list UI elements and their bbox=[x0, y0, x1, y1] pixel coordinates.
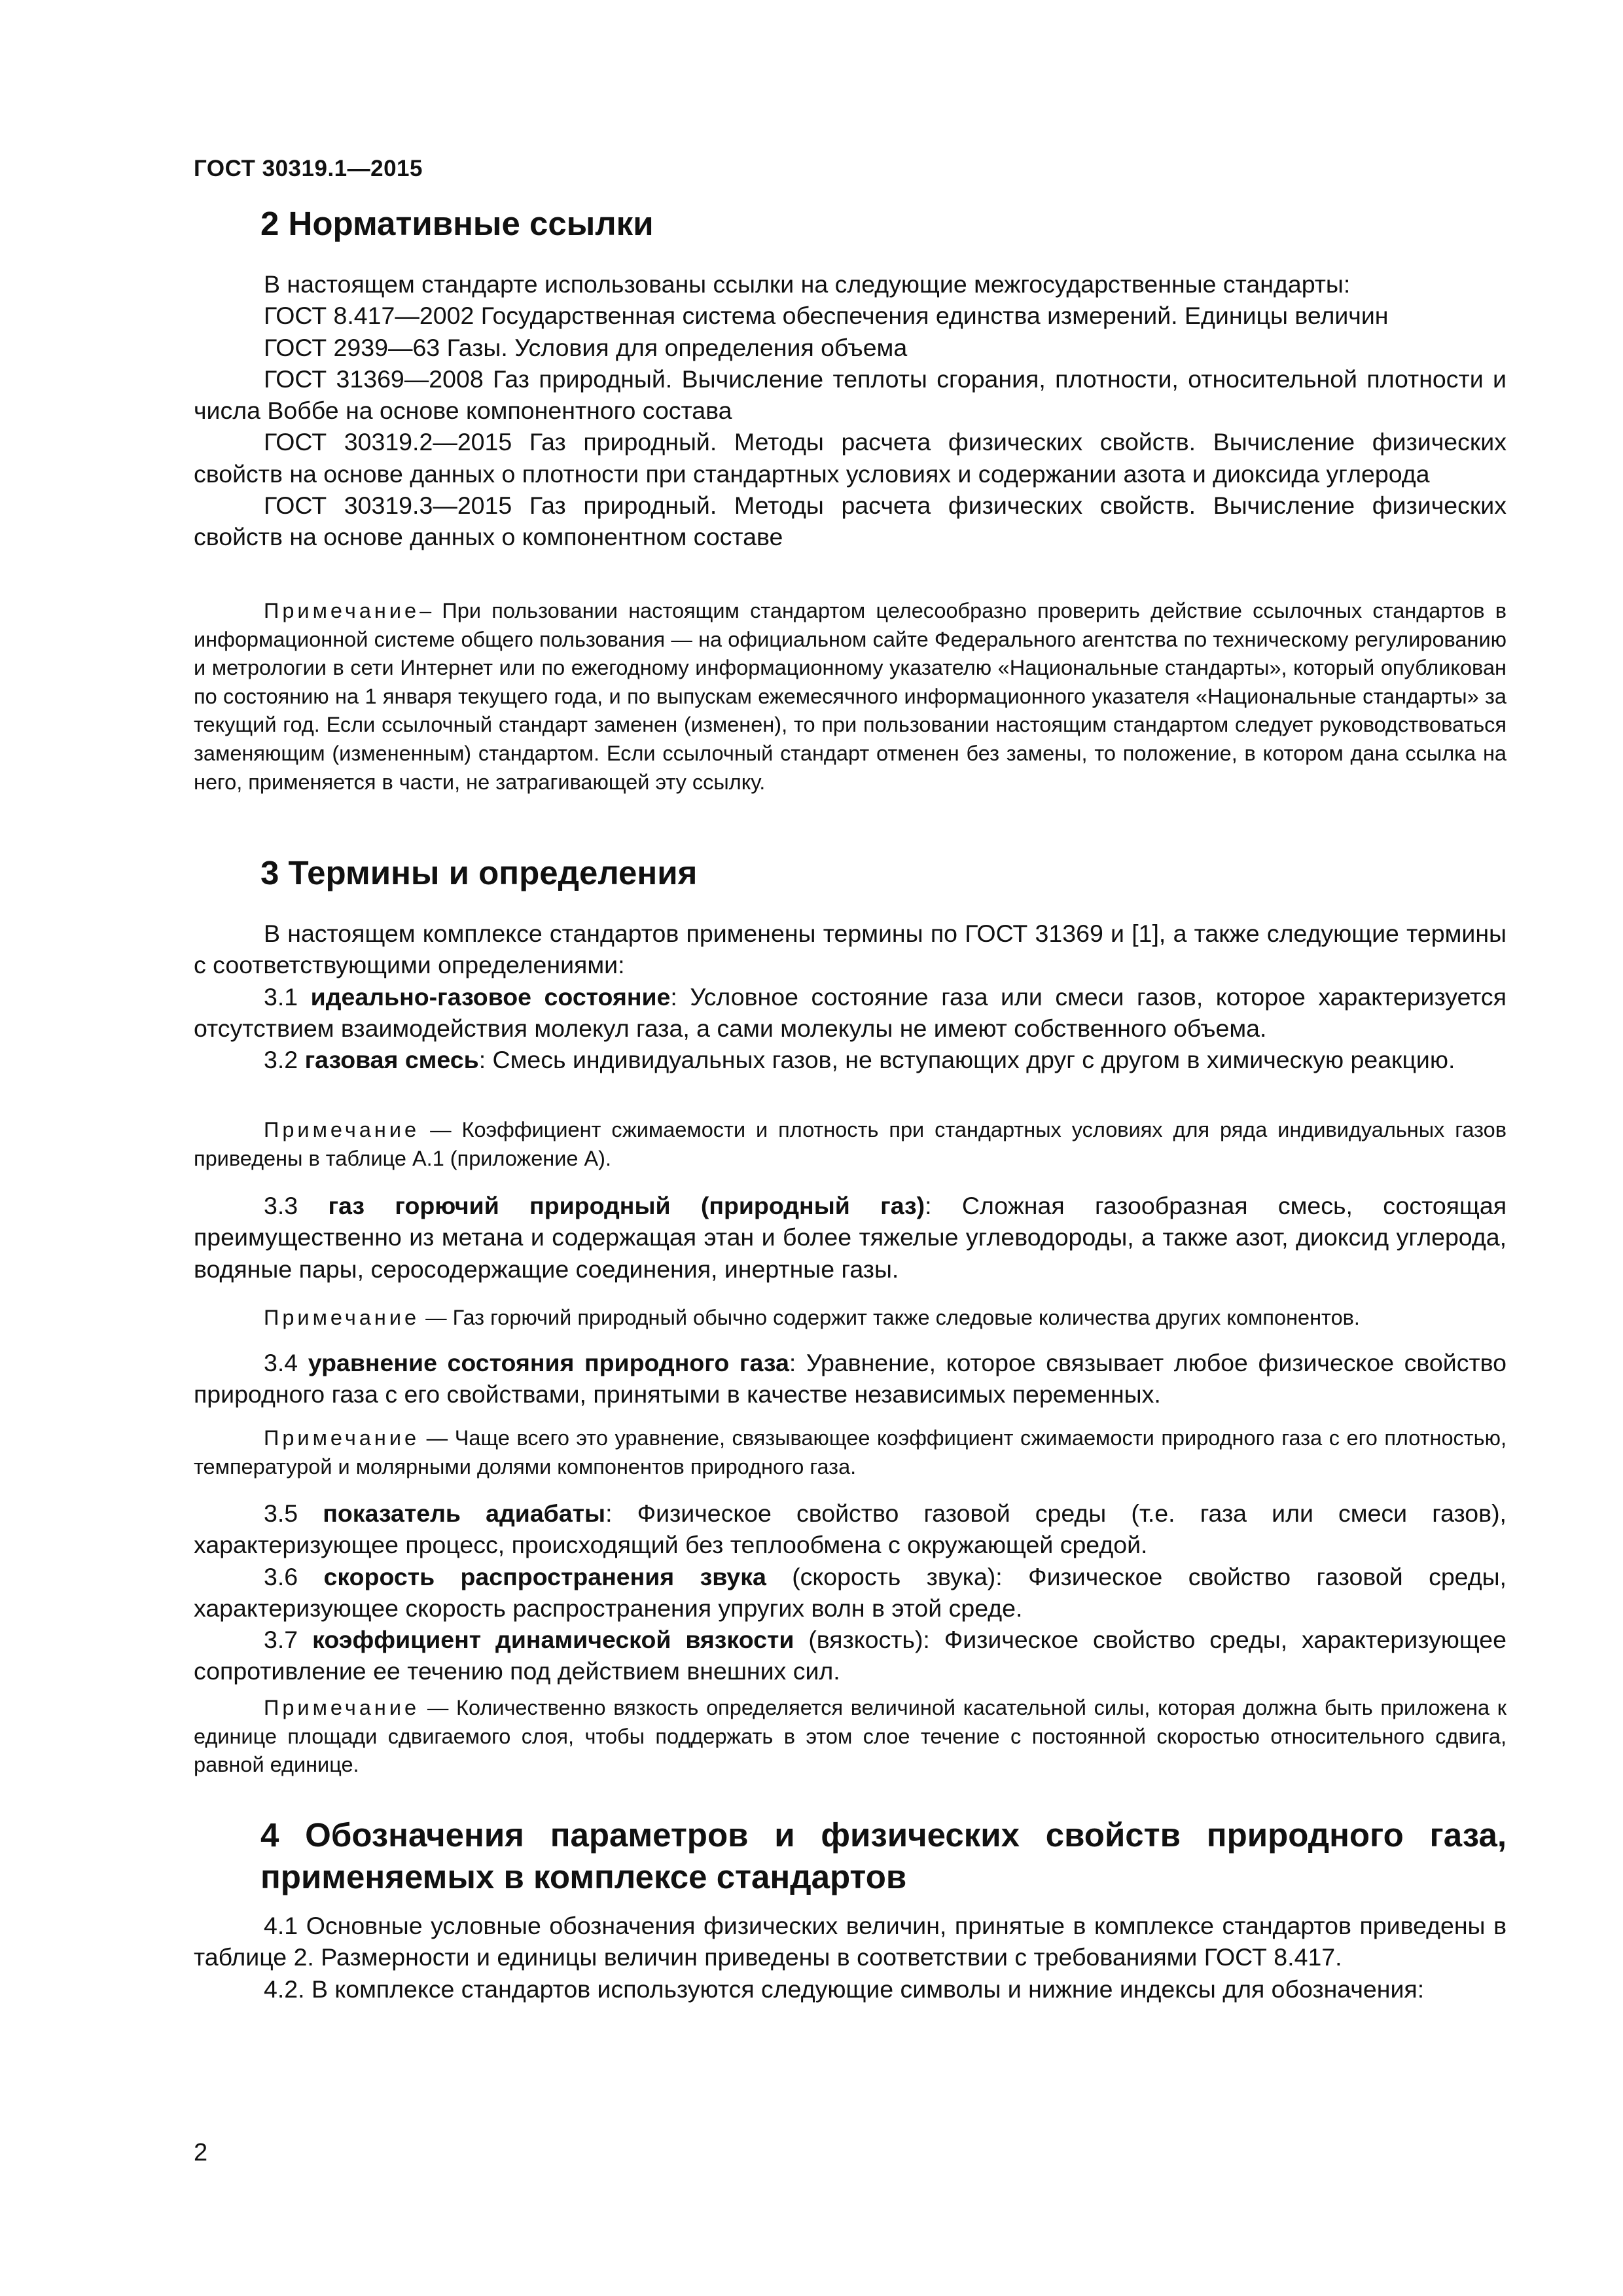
term-number: 3.4 bbox=[264, 1349, 308, 1376]
term-name: газ горючий природный (природный газ) bbox=[328, 1192, 925, 1219]
term-definition: (вязкость): Физическое свойство среды, характеризующее сопротивление ее течению под действием внешних сил. bbox=[194, 1626, 1507, 1685]
paragraph-4-1: 4.1 Основные условные обозначения физических величин, принятые в комплексе стандартов приведены в таблице 2. Размерности и единицы величин приведены в соответствии с требованиями ГОСТ 8.417. bbox=[194, 1912, 1507, 1971]
reference-gost-2939: ГОСТ 2939—63 Газы. Условия для определения объема bbox=[264, 333, 908, 361]
section-3-intro: В настоящем комплексе стандартов применены термины по ГОСТ 31369 и [1], а также следующие термины с соответствующими определениями: bbox=[194, 920, 1507, 979]
note-3-2 bbox=[194, 1116, 1507, 1173]
term-3-2 bbox=[194, 1044, 1507, 1075]
term-3-7 bbox=[194, 1624, 1507, 1687]
section-3-body-a bbox=[194, 918, 1507, 1075]
term-definition: (скорость звука): Физическое свойство газовой среды, характеризующее скорость распространения упругих волн в этой среде. bbox=[194, 1562, 1507, 1622]
page-number: 2 bbox=[194, 2139, 208, 2166]
term-name: коэффициент динамической вязкости bbox=[312, 1626, 794, 1654]
reference-gost-8417: ГОСТ 8.417—2002 Государственная система обеспечения единства измерений. Единицы величин bbox=[264, 302, 1389, 330]
reference-gost-31369: ГОСТ 31369—2008 Газ природный. Вычисление теплоты сгорания, плотности, относительной плотности и числа Воббе на основе компонентного состава bbox=[194, 365, 1507, 425]
section-2-intro: В настоящем стандарте использованы ссылки на следующие межгосударственные стандарты: bbox=[264, 270, 1351, 298]
reference-gost-30319-3: ГОСТ 30319.3—2015 Газ природный. Методы расчета физических свойств. Вычисление физических свойств на основе данных о компонентном составе bbox=[194, 492, 1507, 551]
term-name: газовая смесь bbox=[304, 1046, 479, 1074]
term-3-5 bbox=[194, 1498, 1507, 1561]
note-label: Примечание bbox=[264, 1426, 420, 1450]
note-text: — Чаще всего это уравнение, связывающее коэффициент сжимаемости природного газа с его плотностью, температурой и молярными долями компонентов природного газа. bbox=[194, 1426, 1507, 1479]
section-2-note bbox=[194, 597, 1507, 797]
note-3-7 bbox=[194, 1694, 1507, 1780]
note-label: Примечание bbox=[264, 599, 420, 622]
term-3-1 bbox=[194, 981, 1507, 1045]
note-3-3 bbox=[194, 1304, 1507, 1333]
term-3-6 bbox=[194, 1561, 1507, 1624]
term-number: 3.7 bbox=[264, 1626, 313, 1654]
note-text: — Газ горючий природный обычно содержит также следовые количества других компонентов. bbox=[419, 1306, 1360, 1329]
note-text: — Количественно вязкость определяется величиной касательной силы, которая должна быть приложена к единице площади сдвигаемого слоя, чтобы поддержать в этом слое течение с постоянной скоростью относительного сдвига, равной единице. bbox=[194, 1696, 1507, 1777]
note-text: – При пользовании настоящим стандартом целесообразно проверить действие ссылочных стандартов в информационной системе общего пользования — на официальном сайте Федерального агентства по техническому регулированию и метрологии в сети Интернет или по ежегодному информационному указателю «Национальные стандарты», который опубликован по состоянию на 1 января текущего года, и по выпускам ежемесячного информационного указателя «Национальные стандарты» за текущий год. Если ссылочный стандарт заменен (изменен), то при пользовании настоящим стандартом следует руководствоваться заменяющим (измененным) стандартом. Если ссылочный стандарт отменен без замены, то положение, в котором дана ссылка на него, применяется в части, не затрагивающей эту ссылку. bbox=[194, 599, 1507, 794]
term-name: уравнение состояния природного газа bbox=[308, 1349, 789, 1376]
term-definition: : Условное состояние газа или смеси газов, которое характеризуется отсутствием взаимодействия молекул газа, а сами молекулы не имеют собственного объема. bbox=[194, 982, 1507, 1042]
term-definition: : Сложная газообразная смесь, состоящая преимущественно из метана и содержащая этан и более тяжелые углеводороды, а также азот, диоксид углерода, водяные пары, серосодержащие соединения, инертные газы. bbox=[194, 1192, 1507, 1283]
note-label: Примечание bbox=[264, 1306, 420, 1329]
section-4-body bbox=[194, 1910, 1507, 2005]
term-number: 3.6 bbox=[264, 1562, 324, 1590]
document-header: ГОСТ 30319.1—2015 bbox=[194, 156, 423, 181]
term-3-3 bbox=[194, 1190, 1507, 1285]
note-label: Примечание bbox=[264, 1118, 420, 1141]
reference-gost-30319-2: ГОСТ 30319.2—2015 Газ природный. Методы расчета физических свойств. Вычисление физических свойств на основе данных о плотности при стандартных условиях и содержании азота и диоксида углерода bbox=[194, 428, 1507, 488]
term-3-3-block bbox=[194, 1190, 1507, 1285]
term-definition: : Физическое свойство газовой среды (т.е. газа или смеси газов), характеризующее процесс, происходящий без теплообмена с окружающей средой. bbox=[194, 1499, 1507, 1559]
note-3-4 bbox=[194, 1424, 1507, 1481]
term-name: показатель адиабаты bbox=[323, 1499, 606, 1527]
term-number: 3.3 bbox=[264, 1192, 329, 1219]
note-label: Примечание bbox=[264, 1696, 420, 1719]
term-3-4-block bbox=[194, 1347, 1507, 1410]
section-3-title: 3 Термины и определения bbox=[260, 854, 698, 891]
term-name: идеально-газовое состояние bbox=[310, 982, 671, 1011]
term-definition: : Уравнение, которое связывает любое физическое свойство природного газа с его свойствами, принятыми в качестве независимых переменных. bbox=[194, 1349, 1507, 1408]
term-number: 3.1 bbox=[264, 982, 311, 1011]
term-definition: : Смесь индивидуальных газов, не вступающих друг с другом в химическую реакцию. bbox=[478, 1046, 1455, 1074]
note-text: — Коэффициент сжимаемости и плотность при стандартных условиях для ряда индивидуальных газов приведены в таблице А.1 (приложение А). bbox=[194, 1118, 1507, 1170]
term-number: 3.2 bbox=[264, 1046, 305, 1074]
term-number: 3.5 bbox=[264, 1499, 323, 1527]
section-4-title: 4 Обозначения параметров и физических свойств природного газа, применяемых в комплексе стандартов bbox=[260, 1816, 1507, 1895]
section-3-body-b bbox=[194, 1498, 1507, 1687]
term-3-4 bbox=[194, 1347, 1507, 1410]
section-2-body bbox=[194, 268, 1507, 553]
section-2-title: 2 Нормативные ссылки bbox=[260, 205, 654, 242]
paragraph-4-2: 4.2. В комплексе стандартов используются следующие символы и нижние индексы для обозначения: bbox=[264, 1975, 1425, 2003]
term-name: скорость распространения звука bbox=[323, 1562, 766, 1590]
